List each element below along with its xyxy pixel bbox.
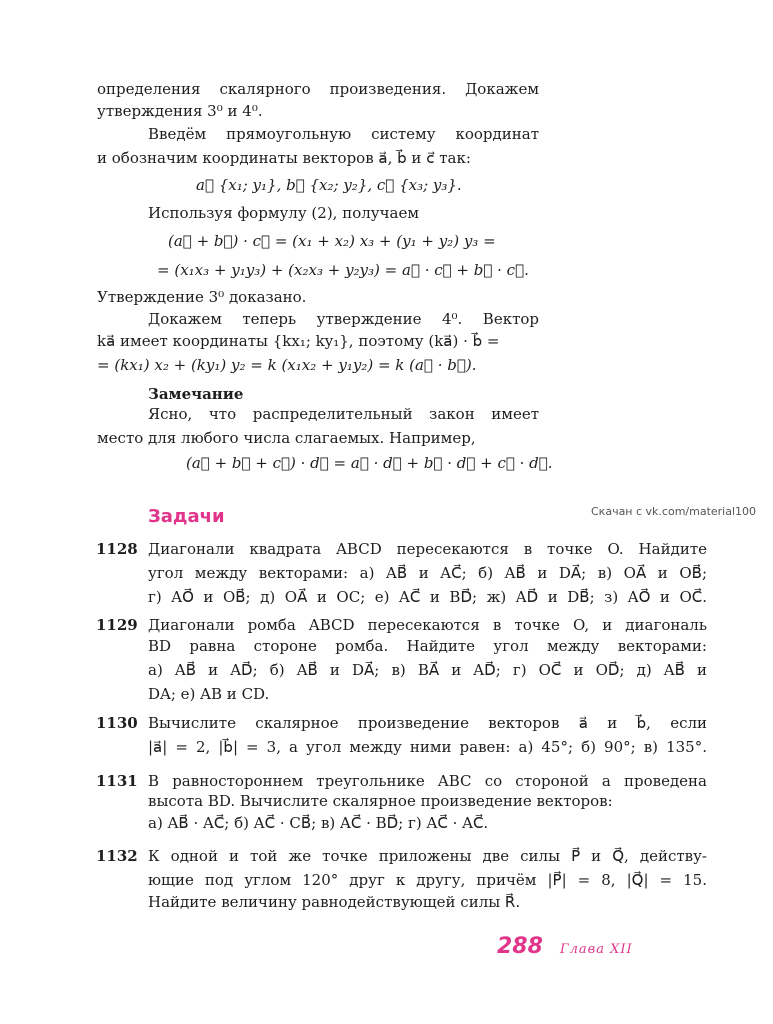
problem-1130-line-2: |a⃗| = 2, |b⃗| = 3, а угол между ними равен: а) 45°; б) 90°; в) 135°. xyxy=(148,738,707,756)
problem-1131-line-2: высота BD. Вычислите скалярное произведение векторов: xyxy=(148,792,613,810)
problem-1129-line-4: DA; е) AB и CD. xyxy=(148,685,270,703)
problem-1131-line-1: В равностороннем треугольнике ABC со стороной a проведена xyxy=(148,772,707,790)
equation-4: (a⃗ + b⃗ + c⃗) · d⃗ = a⃗ · d⃗ + b⃗ · d⃗ + c⃗ · d⃗. xyxy=(186,454,553,472)
remark-line-2: место для любого числа слагаемых. Например, xyxy=(97,429,476,447)
problem-number-1128: 1128 xyxy=(96,540,138,558)
problem-1132-line-2: ющие под углом 120° друг к другу, причём |P⃗| = 8, |Q⃗| = 15. xyxy=(148,871,707,889)
problem-1129-line-2: BD равна стороне ромба. Найдите угол между векторами: xyxy=(148,637,707,655)
problem-1130-line-1: Вычислите скалярное произведение векторов a⃗ и b⃗, если xyxy=(148,714,707,732)
problem-1128-line-2: угол между векторами: а) AB⃗ и AC⃗; б) AB⃗ и DA⃗; в) OA⃗ и OB⃗; xyxy=(148,564,707,582)
theory-line-3: Введём прямоугольную систему координат xyxy=(148,125,539,143)
problem-1128-line-1: Диагонали квадрата ABCD пересекаются в точке O. Найдите xyxy=(148,540,707,558)
problem-number-1130: 1130 xyxy=(96,714,138,732)
problem-number-1131: 1131 xyxy=(96,772,138,790)
equation-2: = (x₁x₃ + y₁y₃) + (x₂x₃ + y₂y₃) = a⃗ · c⃗ + b⃗ · c⃗. xyxy=(157,261,529,279)
page-number: 288 xyxy=(497,934,543,959)
problem-1131-line-3: а) AB⃗ · AC⃗; б) AC⃗ · CB⃗; в) AC⃗ · BD⃗; г) AC⃗ · AC⃗. xyxy=(148,814,489,832)
theory-line-1: определения скалярного произведения. Докажем xyxy=(97,80,539,98)
problem-1132-line-1: К одной и той же точке приложены две силы P⃗ и Q⃗, действу- xyxy=(148,847,707,865)
problem-1128-line-3: г) AO⃗ и OB⃗; д) OA⃗ и OC; е) AC⃗ и BD⃗; ж) AD⃗ и DB⃗; з) AO⃗ и OC⃗. xyxy=(148,588,707,606)
watermark: Скачан с vk.com/material100 xyxy=(591,505,757,518)
problem-1129-line-1: Диагонали ромба ABCD пересекаются в точке O, и диагональ xyxy=(148,616,707,634)
theory-line-6: Утверждение 3⁰ доказано. xyxy=(97,288,307,306)
coordinates-formula: a⃗ {x₁; y₁}, b⃗ {x₂; y₂}, c⃗ {x₃; y₃}. xyxy=(196,176,462,194)
theory-line-7: Докажем теперь утверждение 4⁰. Вектор xyxy=(148,310,539,328)
equation-1: (a⃗ + b⃗) · c⃗ = (x₁ + x₂) x₃ + (y₁ + y₂) y₃ = xyxy=(168,232,496,250)
problem-1129-line-3: а) AB⃗ и AD⃗; б) AB⃗ и DA⃗; в) BA⃗ и AD⃗; г) OC⃗ и OD⃗; д) AB⃗ и xyxy=(148,661,707,679)
problem-number-1132: 1132 xyxy=(96,847,138,865)
theory-line-2: утверждения 3⁰ и 4⁰. xyxy=(97,102,263,120)
equation-3: = (kx₁) x₂ + (ky₁) y₂ = k (x₁x₂ + y₁y₂) = k (a⃗ · b⃗). xyxy=(97,356,477,374)
remark-title: Замечание xyxy=(148,385,244,403)
theory-line-8: ka⃗ имеет координаты {kx₁; ky₁}, поэтому (ka⃗) · b⃗ = xyxy=(97,332,500,350)
chapter-label: Глава XII xyxy=(560,942,633,957)
theory-line-4: и обозначим координаты векторов a⃗, b⃗ и c⃗ так: xyxy=(97,149,471,167)
theory-line-5: Используя формулу (2), получаем xyxy=(148,204,420,222)
problem-number-1129: 1129 xyxy=(96,616,138,634)
section-title: Задачи xyxy=(148,506,225,527)
problem-1132-line-3: Найдите величину равнодействующей силы R⃗. xyxy=(148,893,521,911)
remark-line-1: Ясно, что распределительный закон имеет xyxy=(148,405,539,423)
